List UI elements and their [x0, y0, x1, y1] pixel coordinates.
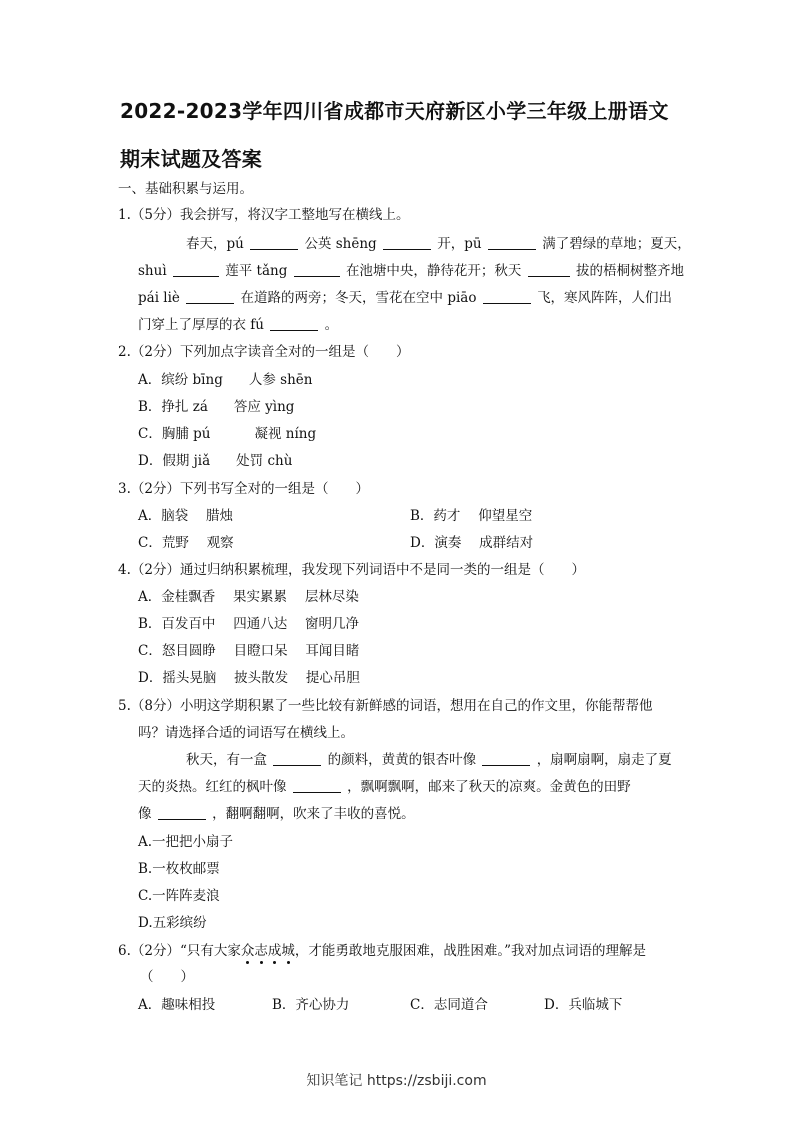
question-4-stem: 4.（2分）通过归纳积累梳理，我发现下列词语中不是同一类的一组是（ ） [118, 562, 585, 578]
question-1-line-3 [138, 289, 672, 307]
question-1-stem: 1.（5分）我会拼写，将汉字工整地写在横线上。 [118, 207, 410, 223]
question-1-line-2 [138, 262, 684, 280]
q1-text: 飞，寒风阵阵，人们出 [537, 290, 673, 306]
footer-watermark: 知识笔记 https://zsbiji.com [306, 1073, 487, 1089]
q1-text: 。 [324, 317, 339, 333]
q1-text: 开，pū [437, 236, 482, 252]
q1-text: shuì [138, 263, 167, 279]
dotted-char: 成 [267, 943, 282, 959]
question-4-option-a: A．金桂飘香 果实累累 层林尽染 [138, 589, 359, 605]
answer-blank[interactable] [294, 264, 340, 277]
question-3-option-d: D．演奏 成群结对 [410, 535, 534, 551]
question-6-stem [118, 942, 646, 960]
question-3-stem: 3.（2分）下列书写全对的一组是（ ） [118, 481, 369, 497]
question-5-option-c: C.一阵阵麦浪 [138, 888, 220, 904]
question-4-option-c: C．怒目圆睁 目瞪口呆 耳闻目睹 [138, 643, 360, 659]
question-6-option-a: A．趣味相投 [138, 997, 216, 1013]
option-text: A．缤纷 bīng [138, 372, 223, 388]
question-5-option-d: D.五彩缤纷 [138, 915, 207, 931]
question-6-option-b: B．齐心协力 [272, 997, 350, 1013]
question-4-option-d: D．摇头晃脑 披头散发 提心吊胆 [138, 670, 360, 686]
question-2-option-c [138, 425, 316, 443]
question-6-stem-line-2: （ ） [140, 969, 194, 985]
q5-text: 秋天，有一盒 [186, 752, 267, 768]
answer-blank[interactable] [186, 291, 234, 304]
dotted-char: 城 [281, 943, 295, 959]
q1-text: 在道路的两旁；冬天，雪花在空中 piāo [240, 290, 477, 306]
q5-text: ，翻啊翻啊，吹来了丰收的喜悦。 [212, 806, 415, 822]
answer-blank[interactable] [158, 807, 206, 820]
answer-blank[interactable] [173, 264, 219, 277]
option-text: 处罚 chù [236, 453, 293, 469]
option-text: 人参 shēn [248, 372, 313, 388]
option-text: D．假期 jiǎ [138, 453, 211, 469]
dotted-term [241, 943, 295, 959]
answer-blank[interactable] [273, 753, 321, 766]
question-5-stem-line-2: 吗？请选择合适的词语写在横线上。 [138, 725, 354, 741]
question-2-option-d [138, 452, 292, 470]
q5-text: 天的炎热。红红的枫叶像 [138, 779, 287, 795]
question-1-line-1 [186, 235, 691, 253]
q1-text: pái liè [138, 290, 180, 306]
question-5-option-a: A.一把把小扇子 [138, 834, 234, 850]
dotted-char: 众 [240, 943, 255, 959]
option-text: B．挣扎 zá [138, 399, 208, 415]
q5-text: 像 [138, 806, 152, 822]
q1-text: 满了碧绿的草地；夏天， [542, 236, 691, 252]
question-5-passage-line-1 [186, 751, 672, 769]
question-2-option-b [138, 398, 294, 416]
question-3-option-b: B．药才 仰望星空 [410, 508, 533, 524]
answer-blank[interactable] [293, 780, 341, 793]
q6-text: ，才能勇敢地克服困难，战胜困难。”我对加点词语的理解是 [294, 943, 647, 959]
q5-text: ，飘啊飘啊，邮来了秋天的凉爽。金黄色的田野 [347, 779, 631, 795]
dotted-char: 志 [254, 943, 268, 959]
answer-blank[interactable] [488, 237, 536, 250]
question-5-option-b: B.一枚枚邮票 [138, 861, 220, 877]
question-5-passage-line-3 [138, 805, 415, 823]
answer-blank[interactable] [383, 237, 431, 250]
question-5-passage-line-2 [138, 778, 631, 796]
q1-text: 莲平 tǎng [225, 263, 288, 279]
document-title-line1: 2022-2023学年四川省成都市天府新区小学三年级上册语文 [120, 99, 669, 123]
q1-text: 公英 shēng [304, 236, 377, 252]
question-6-option-c: C．志同道合 [410, 997, 488, 1013]
option-text: 凝视 níng [254, 426, 317, 442]
answer-blank[interactable] [482, 753, 530, 766]
answer-blank[interactable] [270, 318, 318, 331]
q5-text: 的颜料，黄黄的银杏叶像 [327, 752, 477, 768]
option-text: C．胸脯 pú [138, 426, 211, 442]
question-1-line-4 [138, 316, 338, 334]
answer-blank[interactable] [483, 291, 531, 304]
section-heading: 一、基础积累与运用。 [118, 181, 253, 197]
q1-text: 在池塘中央，静待花开；秋天 [345, 263, 522, 279]
q1-text: 门穿上了厚厚的衣 fú [138, 317, 264, 333]
answer-blank[interactable] [250, 237, 298, 250]
question-3-option-c: C．荒野 观察 [138, 535, 234, 551]
question-6-option-d: D．兵临城下 [544, 997, 623, 1013]
question-5-stem-line-1: 5.（8分）小明这学期积累了一些比较有新鲜感的词语，想用在自己的作文里，你能帮帮他 [118, 698, 653, 714]
question-2-option-a [138, 371, 312, 389]
q5-text: ，扇啊扇啊，扇走了夏 [536, 752, 672, 768]
q1-text: 春天，pú [186, 236, 244, 252]
answer-blank[interactable] [528, 264, 570, 277]
question-3-option-a: A．脑袋 腊烛 [138, 508, 234, 524]
document-title-line2: 期末试题及答案 [120, 147, 263, 171]
q1-text: 拔的梧桐树整齐地 [576, 263, 685, 279]
question-2-stem: 2.（2分）下列加点字读音全对的一组是（ ） [118, 344, 410, 360]
q6-text: 6.（2分）“只有大家 [118, 943, 241, 959]
question-4-option-b: B．百发百中 四通八达 窗明几净 [138, 616, 360, 632]
option-text: 答应 yìng [233, 399, 295, 415]
